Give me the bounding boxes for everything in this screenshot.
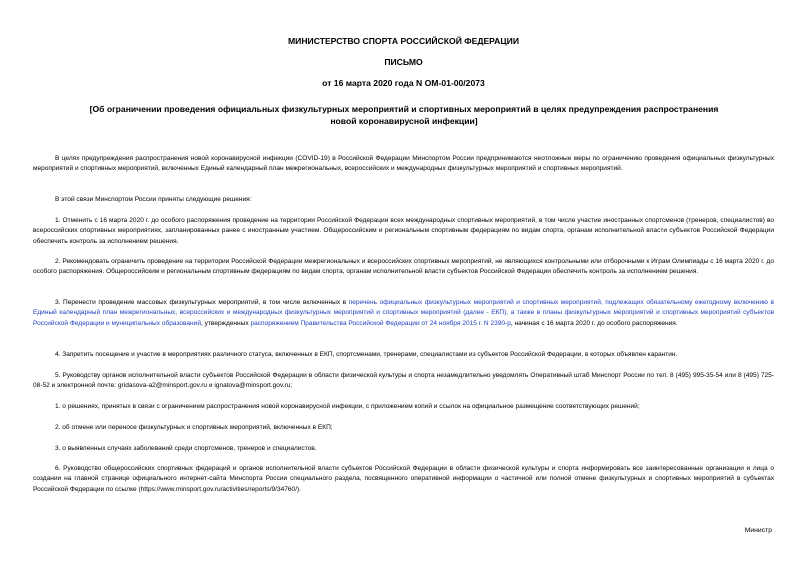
item3-text-middle: , утвержденных [201,319,251,327]
decision-item-6: 6. Руководство общероссийских спортивных федераций и органов исполнительной власти субъектов Российской Федерации в области физической культуры и спорта информировать все заинтересованные организации и лица о создании на главной странице официального интернет-сайта Минспорта России специального раздела, посвященного оперативной информации о частичной или полной отмене физкультурных и спортивных мероприятий в субъектах Российской Федерации по ссылке (https://www.minsport.gov.ru/activities/reports/9/34760/). [33,465,774,493]
notify-subitem-3: 3. о выявленных случаях заболеваний среди спортсменов, тренеров и специалистов. [55,445,317,452]
government-order-link[interactable]: распоряжением Правительства Российской Федерации от 24 ноября 2015 г. N 2390-р [250,319,511,327]
decisions-lead: В этой связи Минспортом России приняты следующие решения: [55,196,252,203]
decision-item-1: 1. Отменить с 16 марта 2020 г. до особого распоряжения проведение на территории Российской Федерации всех международных спортивных мероприятий, в том числе участие иностранных спортсменов (тренеров, специалистов) во всероссийских спортивных мероприятиях, запланированных ранее с иностранным участием. Общероссийским и региональным спортивным федерациям по видам спорта, органам исполнительной власти субъектов Российской Федерации обеспечить контроль за исполнением решения. [33,217,774,245]
document-subject: [Об ограничении проведения официальных физкультурных мероприятий и спортивных мероприятий в целях предупреждения распространения новой коронавирусной инфекции] [89,104,719,126]
notify-subitem-1: 1. о решениях, принятых в связи с ограничением распространения новой коронавирусной инфекции, с приложением копий и ссылок на официальное размещение соответствующих решений; [55,403,640,410]
decision-item-4: 4. Запретить посещение и участие в мероприятиях различного статуса, включенных в ЕКП, спортсменами, тренерами, специалистами из субъектов Российской Федерации, в которых объявлен карантин. [55,351,678,358]
notify-subitem-2: 2. об отмене или переносе физкультурных и спортивных мероприятий, включенных в ЕКП; [55,424,333,431]
document-type: ПИСЬМО [384,57,423,67]
signature-title: Министр [744,527,772,534]
decision-item-3 [33,298,774,329]
document-date-number: от 16 марта 2020 года N ОМ-01-00/2073 [322,78,485,88]
intro-paragraph: В целях предупреждения распространения новой коронавирусной инфекции (COVID-19) в Российской Федерации Минспортом России предпринимаются неотложные меры по ограничению проведения официальных физкультурных мероприятий и спортивных мероприятий, включенных Единый календарный план межрегиональных, всероссийских и международных физкультурных мероприятий и спортивных мероприятий. [33,155,774,173]
decision-item-2: 2. Рекомендовать ограничить проведение на территории Российской Федерации межрегиональных и всероссийских спортивных мероприятий, не являющихся контрольными или отборочными к Играм Олимпиады с 16 марта 2020 г. до особого распоряжения. Общероссийским и региональным спортивным федерациям по видам спорта, органам исполнительной власти субъектов Российской Федерации обеспечить контроль за исполнением решения. [33,258,774,276]
item3-text-end: , начиная с 16 марта 2020 г. до особого распоряжения. [510,319,678,327]
item3-text-start: 3. Перенести проведение массовых физкультурных мероприятий, в том числе включенных в [55,299,349,306]
ekp-list-link[interactable]: перечень официальных физкультурных мероприятий и спортивных мероприятий, подлежащих обязательному ежегодному включению в Единый календарный план межрегиональных, всероссийских и международных физкультурных мероприятий и спортивных мероприятий (далее - ЕКП), а также в планы физкультурных мероприятий и спортивных мероприятий субъектов Российской Федерации и муниципальных образований [33,299,774,327]
ministry-title: МИНИСТЕРСТВО СПОРТА РОССИЙСКОЙ ФЕДЕРАЦИИ [287,36,519,46]
decision-item-5: 5. Руководству органов исполнительной власти субъектов Российской Федерации в области физической культуры и спорта незамедлительно уведомлять Оперативный штаб Минспорт России по тел. 8 (495) 995-35-54 или 8 (495) 725-08-52 и электронной почте: gridasova-a2@minsport.gov.ru и ignatova@minsport.gov.ru; [33,372,774,390]
